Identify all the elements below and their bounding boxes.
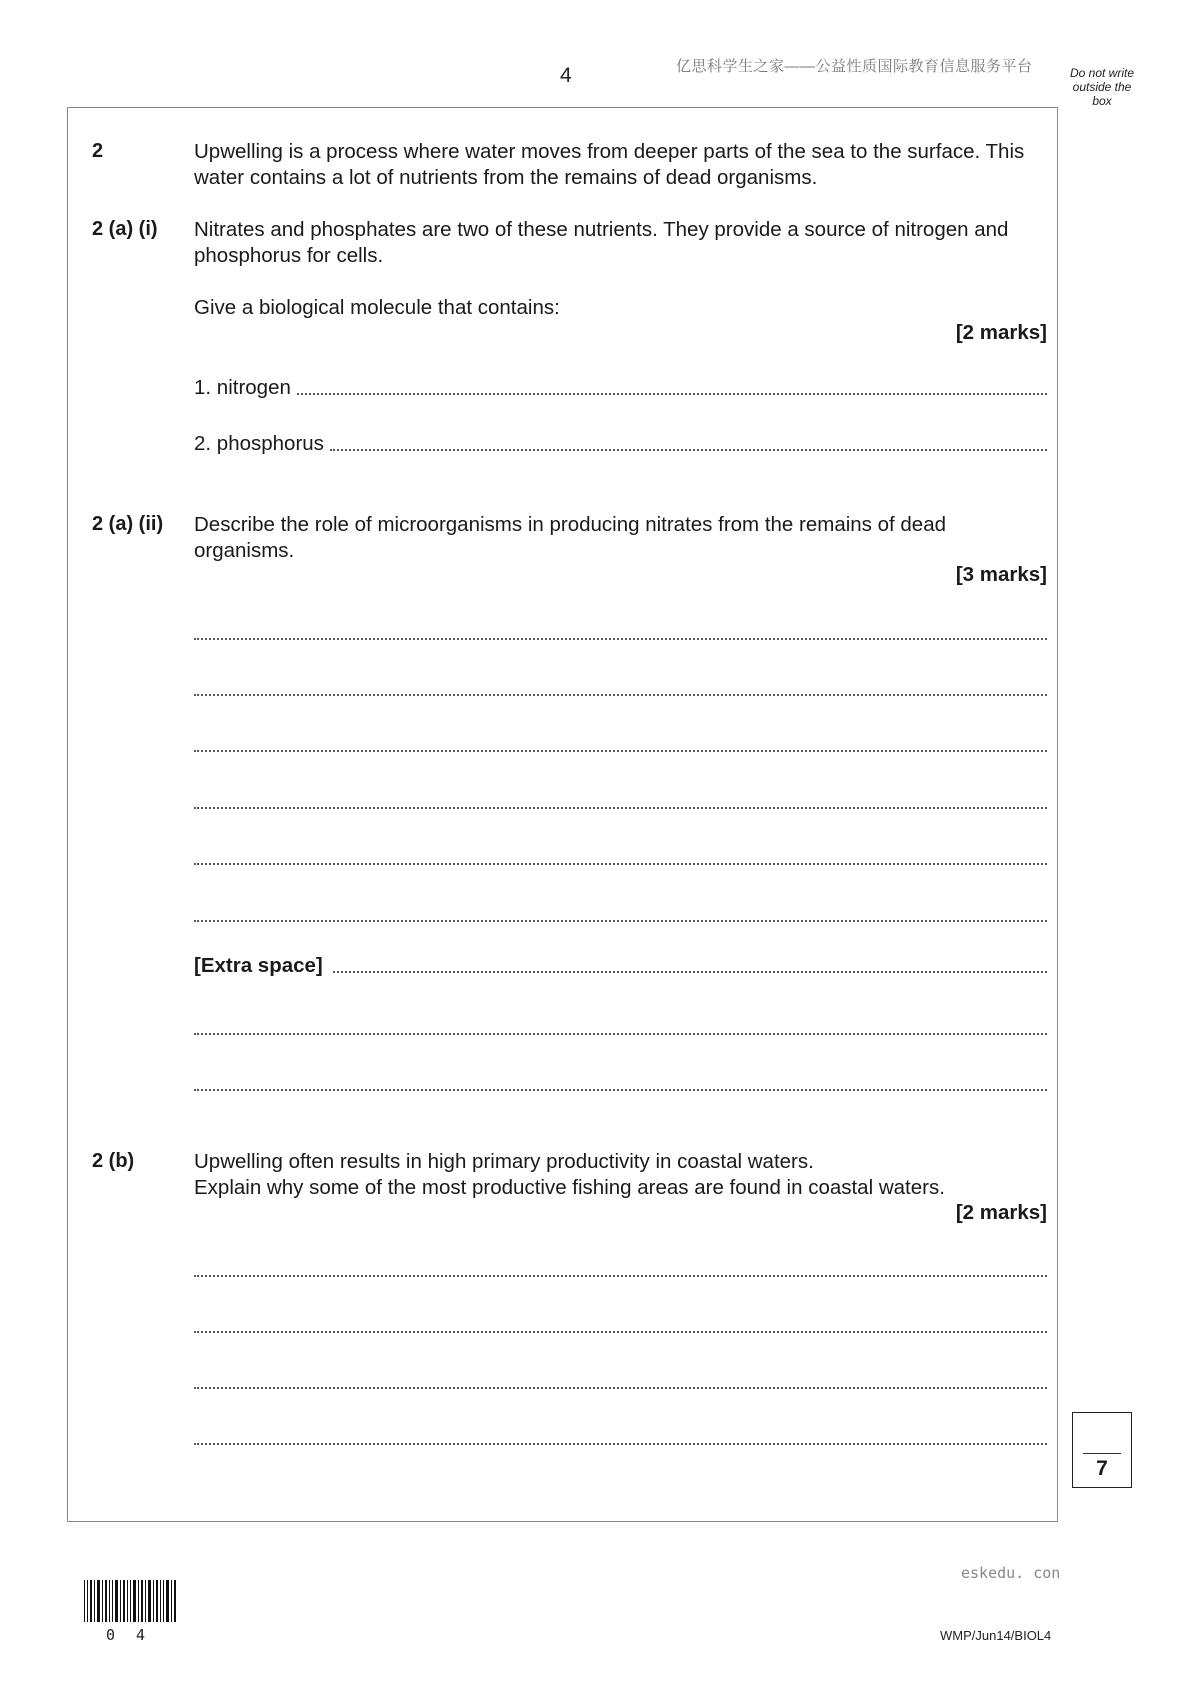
part-b-line2: Explain why some of the most productive fishing areas are found in coastal waters. [194, 1176, 945, 1199]
answer-line-phosphorus[interactable] [194, 432, 1047, 456]
part-b-marks: [2 marks] [955, 1201, 1047, 1224]
dotted-line [297, 387, 1047, 395]
answer-line[interactable] [194, 628, 1047, 640]
part-a-i-number: 2 (a) (i) [92, 218, 158, 240]
score-box [1072, 1412, 1132, 1488]
watermark-text: 亿思科学生之家——公益性质国际教育信息服务平台 [676, 58, 1033, 75]
part-b-number: 2 (b) [92, 1150, 135, 1172]
answer-label-nitrogen: 1. nitrogen [194, 376, 291, 399]
site-watermark: eskedu. con [961, 1564, 1061, 1582]
score-divider [1083, 1453, 1121, 1454]
answer-line[interactable] [194, 740, 1047, 752]
barcode-number: 0 4 [106, 1626, 152, 1644]
part-b-line1: Upwelling often results in high primary productivity in coastal waters. [194, 1150, 814, 1173]
answer-line[interactable] [194, 1321, 1047, 1333]
part-a-i-prompt: Give a biological molecule that contains: [194, 296, 560, 319]
answer-line[interactable] [194, 910, 1047, 922]
answer-line[interactable] [194, 1023, 1047, 1035]
dotted-line [330, 443, 1047, 451]
part-a-i-text: Nitrates and phosphates are two of these nutrients. They provide a source of nitrogen and phosphorus for cells. [194, 218, 1009, 267]
dotted-line [333, 965, 1047, 973]
part-a-ii-number: 2 (a) (ii) [92, 513, 164, 535]
extra-space-line[interactable] [194, 954, 1047, 978]
page-number: 4 [560, 64, 572, 87]
margin-note: Do not write outside the box [1069, 66, 1135, 108]
part-a-ii-marks: [3 marks] [955, 563, 1047, 586]
answer-line[interactable] [194, 1377, 1047, 1389]
answer-line[interactable] [194, 797, 1047, 809]
question-number: 2 [92, 140, 104, 162]
answer-line[interactable] [194, 1265, 1047, 1277]
answer-line[interactable] [194, 1433, 1047, 1445]
part-a-i-marks: [2 marks] [955, 321, 1047, 344]
barcode-icon [84, 1580, 176, 1622]
score-total: 7 [1096, 1457, 1108, 1480]
extra-space-label: [Extra space] [194, 954, 323, 977]
answer-line[interactable] [194, 1079, 1047, 1091]
part-a-ii-text: Describe the role of microorganisms in producing nitrates from the remains of dead organisms. [194, 513, 947, 562]
answer-line[interactable] [194, 684, 1047, 696]
paper-code: WMP/Jun14/BIOL4 [940, 1628, 1052, 1643]
answer-line-nitrogen[interactable] [194, 376, 1047, 400]
answer-label-phosphorus: 2. phosphorus [194, 432, 324, 455]
question-intro: Upwelling is a process where water moves from deeper parts of the sea to the surface. This water contains a lot of nutrients from the remains of dead organisms. [194, 140, 1025, 189]
answer-line[interactable] [194, 853, 1047, 865]
